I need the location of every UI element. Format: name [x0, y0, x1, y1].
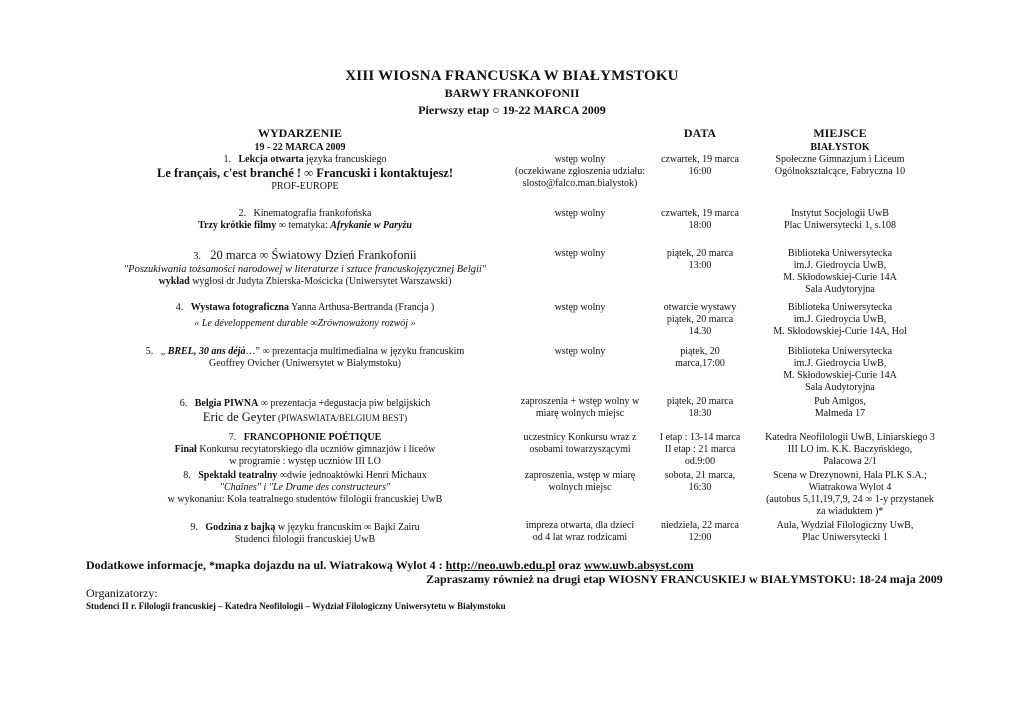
event-9-date: niedziela, 22 marca 12:00 [660, 520, 739, 543]
event-title: Lekcja otwarta [238, 154, 304, 165]
event-4-entry: wstęp wolny [554, 302, 606, 313]
event-1-description: 1. Lekcja otwarta języka francuskiego Le français, c'est branché ! ∞ Francuski i kontaktujesz! PROF-EUROPE [110, 154, 500, 193]
event-subtitle: Le français, c'est branché ! ∞ Francuski i kontaktujesz! [156, 166, 454, 180]
event-8-date: sobota, 21 marca, 16:30 [664, 470, 736, 493]
event-title: Wystawa fotograficzna [190, 302, 289, 313]
event-9-place: Aula, Wydział Filologiczny UwB, Plac Uniwersytecki 1 [776, 520, 914, 543]
event-2-date: czwartek, 19 marca 18:00 [660, 208, 739, 231]
event-7-date: I etap : 13-14 marca II etap : 21 marca od.9:00 [659, 432, 741, 467]
event-7-description: 7. FRANCOPHONIE POÉTIQUE Finał Konkursu recytatorskiego dla uczniów gimnazjów i liceów w programie : występ uczniów III LO [174, 432, 436, 467]
event-9-entry: impreza otwarta, dla dzieci od 4 lat wraz rodzicami [525, 520, 635, 543]
event-5-description: 5. „ BREL, 30 ans déjà…” ∞ prezentacja multimedialna w języku francuskim Geoffrey Ovicher (Uniwersytet w Białymstoku) [145, 346, 465, 369]
event-3-place: Biblioteka Uniwersytecka im.J. Giedroycia UwB, M. Skłodowskiej-Curie 14A Sala Audytoryjna [783, 248, 897, 295]
column-header-event: WYDARZENIE [257, 126, 342, 140]
event-title: Godzina z bajką [205, 522, 276, 533]
event-9-description: 9. Godzina z bajką w języku francuskim ∞ Bajki Zairu Studenci filologii francuskiej UwB [190, 522, 420, 545]
link-uwb-absyst[interactable]: www.uwb.absyst.com [583, 558, 694, 572]
event-5-place: Biblioteka Uniwersytecka im.J. Giedroycia UwB, M. Skłodowskiej-Curie 14A Sala Audytoryjna [783, 346, 897, 393]
event-8-place: Scena w Drezynowni, Hala PLK S.A.; Wiatrakowa Wylot 4 (autobus 5,11,19,7,9, 24 ∞ 1-y przystanek za wiaduktem )* [766, 470, 934, 517]
event-6-entry: zaproszenia + wstęp wolny w miarę wolnych miejsc [520, 396, 640, 419]
stage-line: Pierwszy etap ○ 19-22 MARCA 2009 [418, 103, 606, 117]
event-6-place: Pub Amigos, Malmeda 17 [814, 396, 866, 419]
event-2-entry: wstęp wolny [554, 208, 606, 219]
event-3-date: piątek, 20 marca 13:00 [666, 248, 734, 271]
event-title: Kinematografia frankofońska [253, 208, 372, 219]
event-2-description: 2. Kinematografia frankofońska Trzy krótkie filmy ∞ tematyka: Afrykanie w Paryżu [198, 208, 412, 231]
event-1-place: Społeczne Gimnazjum i Liceum Ogólnokształcące, Fabryczna 10 [774, 154, 906, 177]
event-title: Spektakl teatralny [198, 470, 278, 481]
event-7-entry: uczestnicy Konkursu wraz z osobami towarzyszącymi [523, 432, 637, 455]
event-number: 1. [223, 154, 231, 165]
page-title: XIII WIOSNA FRANCUSKA W BIAŁYMSTOKU [345, 68, 679, 84]
event-3-entry: wstęp wolny [554, 248, 606, 259]
event-2-place: Instytut Socjologii UwB Plac Uniwersytecki 1, s.108 [784, 208, 896, 231]
event-1-date: czwartek, 19 marca 16:00 [660, 154, 739, 177]
event-6-description: 6. Belgia PIWNA ∞ prezentacja +degustacja piw belgijskich Eric de Geyter (PIWASWIATA/BELGIUM BEST) [179, 398, 431, 424]
event-7-place: Katedra Neofilologii UwB, Liniarskiego 3 III LO im. K.K. Baczyńskiego, Pałacowa 2/1 [765, 432, 935, 467]
link-neo-uwb[interactable]: http://neo.uwb.edu.pl [445, 558, 556, 572]
event-title: FRANCOPHONIE POÉTIQUE [243, 432, 382, 443]
event-1-entry: wstęp wolny (oczekiwane zgłoszenia udziału: slosto@falco.man.bialystok) [515, 154, 645, 189]
event-8-entry: zaproszenia, wstęp w miarę wolnych miejsc [524, 470, 636, 493]
event-4-place: Biblioteka Uniwersytecka im.J. Giedroycia UwB, M. Skłodowskiej-Curie 14A, Hol [773, 302, 907, 337]
page-subtitle: BARWY FRANKOFONII [444, 86, 580, 100]
second-stage-invite: Zapraszamy również na drugi etap WIOSNY FRANCUSKIEJ w BIAŁYMSTOKU: 18-24 maja 2009 [426, 572, 943, 586]
event-5-date: piątek, 20 marca,17:00 [675, 346, 725, 369]
organizers-label: Organizatorzy: [86, 586, 158, 600]
event-4-date: otwarcie wystawy piątek, 20 marca 14.30 [663, 302, 737, 337]
event-organizer: PROF-EUROPE [271, 181, 339, 192]
city-label: BIAŁYSTOK [810, 142, 870, 153]
column-header-place: MIEJSCE [813, 126, 867, 140]
event-title: Belgia PIWNA [194, 398, 259, 409]
event-5-entry: wstęp wolny [554, 346, 606, 357]
event-8-description: 8. Spektakl teatralny ∞dwie jednoaktówki Henri Michaux "Chaînes" i "Le Drame des constructeurs" w wykonaniu: Koła teatralnego studentów filologii francuskiej UwB [167, 470, 443, 505]
organizers-names: Studenci II r. Filologii francuskiej – Katedra Neofilologii – Wydział Filologiczny Uniwersytetu w Białymstoku [86, 601, 506, 611]
event-6-date: piątek, 20 marca 18:30 [666, 396, 734, 419]
event-3-description: 3. 20 marca ∞ Światowy Dzień Frankofonii "Poszukiwania tożsamości narodowej w literaturze i sztuce francuskojęzycznej Belgii" wykład wygłosi dr Judyta Zbierska-Mościcka (Uniwersytet Warszawski) [123, 248, 487, 287]
event-period: 19 - 22 MARCA 2009 [254, 142, 346, 153]
event-title: 20 marca ∞ Światowy Dzień Frankofonii [210, 248, 417, 262]
event-title: BREL, 30 ans déjà [167, 346, 246, 357]
column-header-date: DATA [683, 126, 717, 140]
event-4-description: 4. Wystawa fotograficzna Yanna Arthusa-Bertranda (Francja ) « Le développement durable ∞Zrównoważony rozwój » [175, 302, 435, 329]
additional-info: Dodatkowe informacje, *mapka dojazdu na ul. Wiatrakową Wylot 4 : http://neo.uwb.edu.pl oraz www.uwb.absyst.com [86, 558, 694, 572]
